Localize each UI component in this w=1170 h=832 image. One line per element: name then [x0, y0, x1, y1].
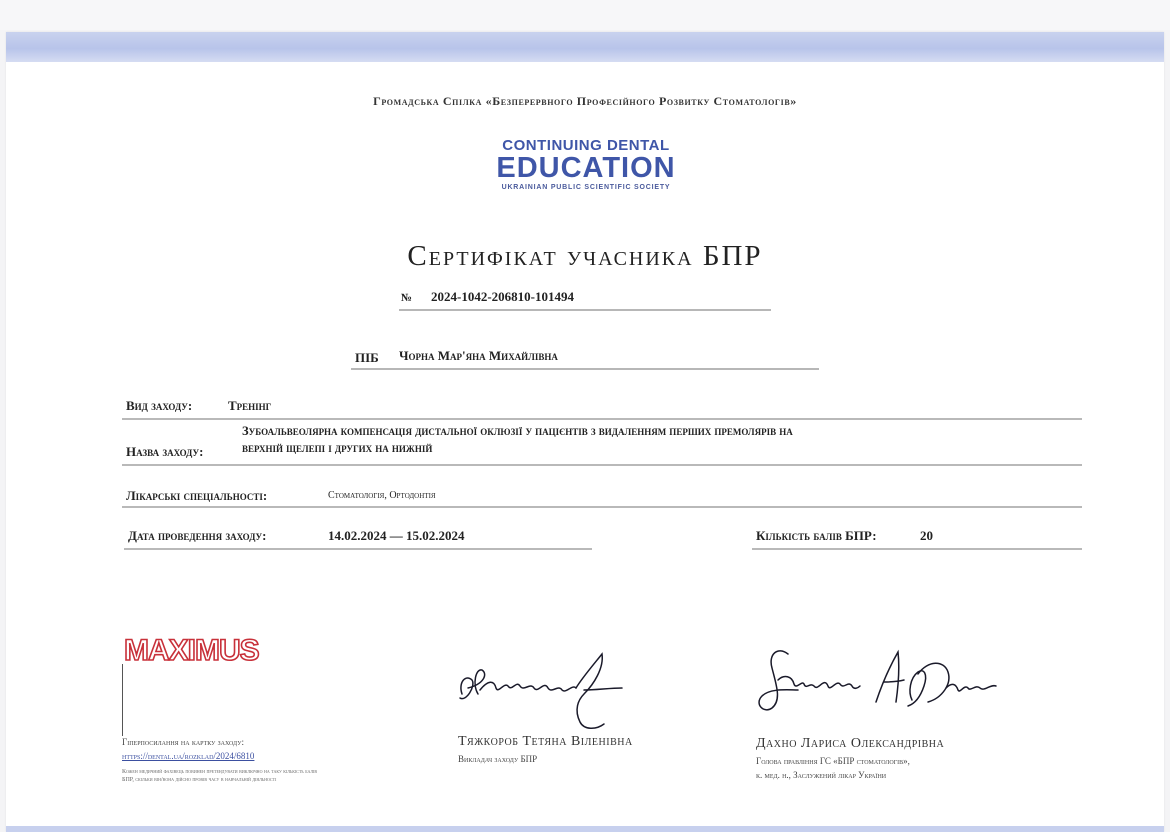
points-value: 20 — [920, 528, 933, 543]
event-name-line2: верхній щелепі і других на нижній — [242, 441, 433, 455]
signatory2-role-line2: к. мед. н., Заслужений лікар України — [756, 770, 887, 780]
participant-label: ПІБ — [355, 350, 379, 365]
participant-row — [351, 346, 819, 370]
signatory2-name: Дахно Лариса Олександрівна — [756, 736, 945, 751]
specialties-label: Лікарські спеціальності: — [126, 488, 268, 503]
date-row — [124, 524, 592, 550]
signature-dakhno — [748, 640, 998, 716]
organization-name: Громадська Спілка «Безперервного Професійного Розвитку Стоматологів» — [373, 94, 797, 108]
logo-line3: UKRAINIAN PUBLIC SCIENTIFIC SOCIETY — [501, 184, 671, 191]
event-type: Тренінг — [228, 398, 272, 413]
maximus-logo — [124, 630, 274, 674]
event-date: 14.02.2024 — 15.02.2024 — [328, 528, 465, 543]
certificate-number: 2024-1042-206810-101494 — [431, 289, 574, 304]
event-name-line1: Зубоальвеолярна компенсація дистальної оклюзії у пацієнтів з видаленням перших премолярів на — [242, 424, 793, 438]
event-name-row — [122, 420, 1082, 466]
event-type-row — [122, 394, 1082, 420]
logo-line2: EDUCATION — [496, 152, 676, 184]
top-background — [0, 0, 1170, 30]
certificate-bottom-border — [6, 826, 1164, 832]
date-label: Дата проведення заходу: — [128, 528, 267, 543]
event-card-link[interactable]: https://dental.ua/rozklad/2024/6810 — [122, 751, 255, 761]
specialties: Стоматологія, Ортодонтія — [328, 490, 436, 501]
certificate-top-border — [6, 32, 1164, 62]
signatory1-name: Тяжкороб Тетяна Віленівна — [458, 734, 633, 749]
event-name-label: Назва заходу: — [126, 444, 204, 459]
points-label: Кількість балів БПР: — [756, 528, 877, 543]
signatory1-role: Викладач заходу БПР — [458, 754, 538, 764]
points-row — [752, 524, 1082, 550]
divider-bar — [122, 664, 123, 736]
link-label: Гіперпосилання на картку заходу: — [122, 737, 244, 747]
event-type-label: Вид заходу: — [126, 398, 193, 413]
points-note: Кожен медичний фахівець повинен претендувати виключно на таку кількість балів БПР, скільки він/вона дійсно провів часу в навчальній діяльності — [122, 769, 318, 783]
logo-line1: CONTINUING DENTAL — [502, 137, 670, 154]
specialties-row — [122, 482, 1082, 508]
certificate — [6, 32, 1164, 832]
signature-tyazhkorob — [454, 644, 624, 734]
cde-logo — [476, 138, 696, 198]
participant-name: Чорна Мар'яна Михайлівна — [399, 348, 558, 363]
certificate-number-row — [399, 289, 771, 311]
number-label: № — [401, 292, 413, 304]
maximus-wordmark: MAXIMUS — [124, 634, 259, 667]
signatory2-role-line1: Голова правління ГС «БПР стоматологів», — [756, 756, 910, 766]
certificate-title: Сертифікат учасника БПР — [407, 240, 763, 272]
